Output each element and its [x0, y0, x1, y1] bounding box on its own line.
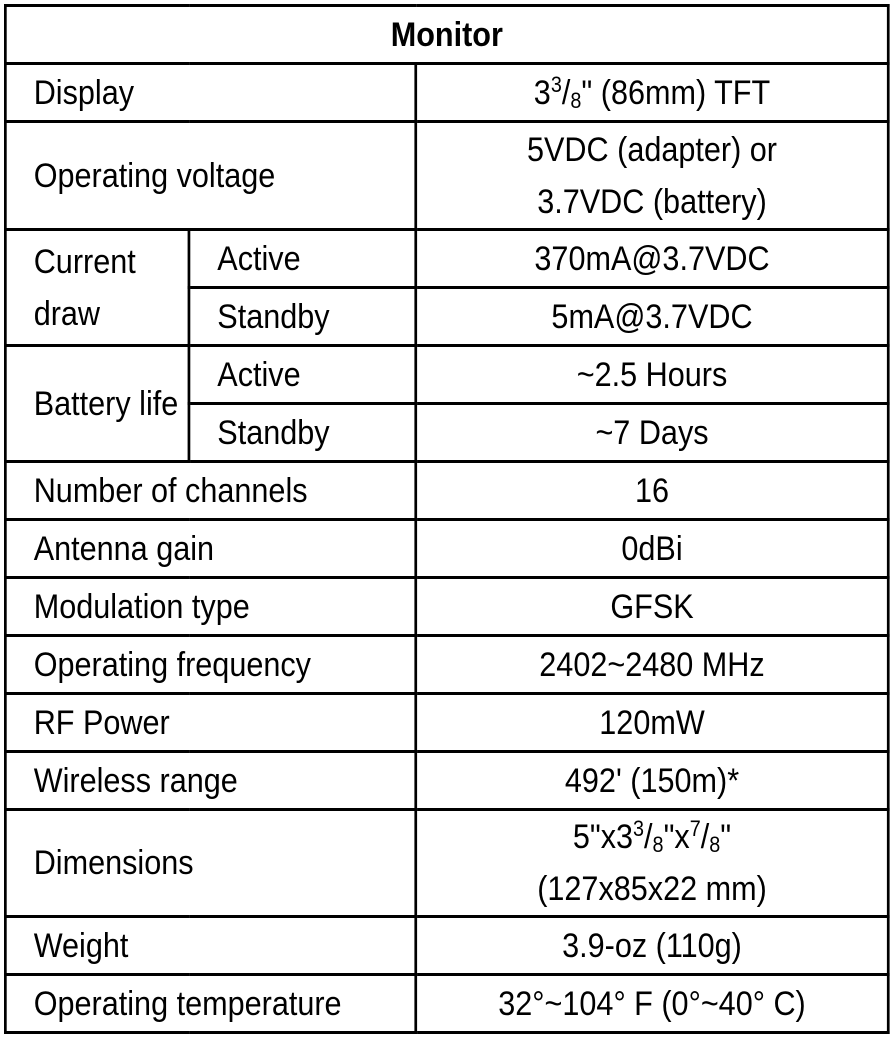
dimensions-part-c: ": [720, 818, 732, 856]
row-label-dimensions: Dimensions: [5, 810, 415, 917]
row-label-weight: Weight: [5, 917, 415, 975]
row-value-temperature: 32°~104° F (0°~40° C): [416, 975, 889, 1033]
display-fraction-slash: /: [561, 73, 571, 112]
table-row: [5, 578, 888, 636]
dimensions-fraction-2-numerator: 7: [689, 816, 701, 841]
voltage-line-1: 5VDC (adapter) or: [526, 130, 778, 169]
table-row: [5, 122, 888, 230]
display-size-rest: " (86mm) TFT: [581, 73, 771, 112]
row-value-rf-power: 120mW: [416, 694, 889, 752]
row-label-modulation: Modulation type: [5, 578, 415, 636]
row-label-rf-power: RF Power: [5, 694, 415, 752]
row-label-battery-life: Battery life: [5, 346, 189, 462]
dimensions-fraction-1-numerator: 3: [633, 816, 645, 841]
sublabel-battery-standby: Standby: [189, 404, 416, 462]
display-fraction-denominator: 8: [570, 87, 582, 113]
dimensions-fraction-1-denominator: 8: [652, 832, 664, 857]
sublabel-current-standby: Standby: [189, 288, 416, 346]
row-label-operating-voltage: Operating voltage: [5, 122, 415, 230]
dimensions-part-a: 5"x3: [572, 818, 634, 856]
value-battery-active: ~2.5 Hours: [416, 346, 889, 404]
row-label-frequency: Operating frequency: [5, 636, 415, 694]
table-row: [5, 917, 888, 975]
table-row: [5, 520, 888, 578]
sublabel-current-active: Active: [189, 230, 416, 288]
row-value-operating-voltage: [416, 122, 889, 230]
dimensions-fraction-2: [690, 811, 721, 863]
dimensions-fraction-1-slash: /: [644, 818, 653, 856]
table-row: [5, 230, 888, 288]
row-value-display: [416, 64, 889, 122]
dimensions-part-b: "x: [663, 818, 690, 856]
row-value-modulation: GFSK: [416, 578, 889, 636]
dimensions-fraction-2-denominator: 8: [709, 832, 721, 857]
table-row: [5, 810, 888, 917]
table-title: Monitor: [5, 6, 888, 64]
spec-table: [4, 4, 890, 1034]
display-fraction-numerator: 3: [550, 71, 562, 97]
value-current-active: 370mA@3.7VDC: [416, 230, 889, 288]
display-size-fraction: [551, 67, 582, 119]
row-label-wireless-range: Wireless range: [5, 752, 415, 810]
table-row: [5, 636, 888, 694]
table-row: [5, 975, 888, 1033]
voltage-line-2: 3.7VDC (battery): [537, 182, 767, 221]
row-value-frequency: 2402~2480 MHz: [416, 636, 889, 694]
row-label-current-draw: Current draw: [5, 230, 189, 346]
sublabel-battery-active: Active: [189, 346, 416, 404]
dimensions-line-2: (127x85x22 mm): [537, 870, 767, 908]
table-title-row: [5, 6, 888, 64]
table-row: [5, 694, 888, 752]
row-label-temperature: Operating temperature: [5, 975, 415, 1033]
row-value-channels: 16: [416, 462, 889, 520]
table-row: [5, 752, 888, 810]
table-row: [5, 346, 888, 404]
row-value-dimensions: [416, 810, 889, 917]
row-label-display: Display: [5, 64, 415, 122]
value-battery-standby: ~7 Days: [416, 404, 889, 462]
value-current-standby: 5mA@3.7VDC: [416, 288, 889, 346]
table-row: [5, 64, 888, 122]
row-value-weight: 3.9-oz (110g): [416, 917, 889, 975]
display-size-whole: 3: [533, 73, 551, 112]
dimensions-line-1: [417, 811, 887, 863]
row-value-antenna-gain: 0dBi: [416, 520, 889, 578]
dimensions-fraction-2-slash: /: [700, 818, 710, 856]
row-value-wireless-range: 492' (150m)*: [416, 752, 889, 810]
row-label-antenna-gain: Antenna gain: [5, 520, 415, 578]
dimensions-fraction-1: [633, 811, 664, 863]
table-row: [5, 462, 888, 520]
row-label-channels: Number of channels: [5, 462, 415, 520]
